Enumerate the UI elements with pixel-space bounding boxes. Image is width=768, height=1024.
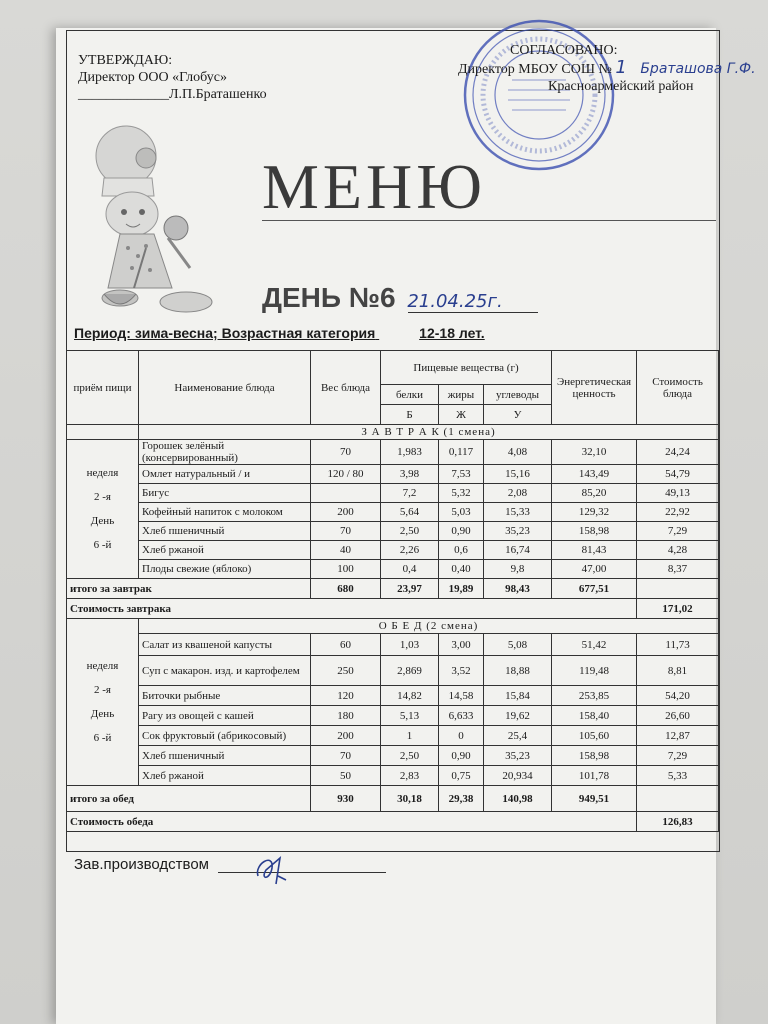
dish-name: Сок фруктовый (абрикосовый) — [139, 726, 311, 746]
dish-cost: 8,81 — [637, 656, 719, 686]
dish-fat: 0,40 — [439, 560, 484, 579]
dish-energy: 253,85 — [552, 686, 637, 706]
dish-fat: 5,32 — [439, 484, 484, 503]
dish-carbs: 15,16 — [484, 465, 552, 484]
header-carbs-abbr: У — [484, 405, 552, 425]
dish-carbs: 16,74 — [484, 541, 552, 560]
approval-title: УТВЕРЖДАЮ: — [78, 53, 173, 68]
dish-energy: 105,60 — [552, 726, 637, 746]
dish-carbs: 25,4 — [484, 726, 552, 746]
dish-name: Горошек зелёный (консервированный) — [139, 440, 311, 465]
dish-cost: 5,33 — [637, 766, 719, 786]
dish-fat: 0,90 — [439, 522, 484, 541]
breakfast-cost-label: Стоимость завтрака — [67, 599, 637, 619]
dish-weight: 120 / 80 — [311, 465, 381, 484]
dish-name: Биточки рыбные — [139, 686, 311, 706]
dish-name: Салат из квашеной капусты — [139, 634, 311, 656]
day-date: 21.04.25г. — [407, 291, 503, 312]
agreement-block — [458, 42, 756, 95]
dish-weight: 180 — [311, 706, 381, 726]
dish-carbs: 4,08 — [484, 440, 552, 465]
dish-name: Хлеб ржаной — [139, 766, 311, 786]
dish-weight: 200 — [311, 726, 381, 746]
breakfast-total-protein: 23,97 — [381, 579, 439, 599]
header-carbs: углеводы — [484, 385, 552, 405]
dish-protein: 2,26 — [381, 541, 439, 560]
age-category: 12-18 лет. — [419, 325, 485, 341]
agreement-signature: Браташова Г.Ф. — [640, 61, 756, 77]
approval-director: Директор ООО «Глобус» — [78, 70, 227, 85]
dish-fat: 0 — [439, 726, 484, 746]
header-protein-abbr: Б — [381, 405, 439, 425]
lunch-cost-value: 126,83 — [637, 812, 719, 832]
breakfast-total-carbs: 98,43 — [484, 579, 552, 599]
dish-fat: 3,00 — [439, 634, 484, 656]
breakfast-cost-value: 171,02 — [637, 599, 719, 619]
day-number: 6 -й — [93, 539, 112, 551]
breakfast-total-label: итого за завтрак — [67, 579, 311, 599]
dish-cost: 49,13 — [637, 484, 719, 503]
dish-protein: 2,83 — [381, 766, 439, 786]
dish-energy: 85,20 — [552, 484, 637, 503]
lunch-total-fat: 29,38 — [439, 786, 484, 812]
dish-protein: 3,98 — [381, 465, 439, 484]
dish-carbs: 5,08 — [484, 634, 552, 656]
dish-energy: 32,10 — [552, 440, 637, 465]
dish-name: Хлеб пшеничный — [139, 522, 311, 541]
dish-carbs: 35,23 — [484, 522, 552, 541]
dish-cost: 11,73 — [637, 634, 719, 656]
week-day-label — [67, 619, 139, 786]
day-label: ДЕНЬ №6 — [262, 282, 396, 313]
dish-carbs: 15,84 — [484, 686, 552, 706]
agreement-title: СОГЛАСОВАНО: — [510, 43, 618, 58]
dish-carbs: 15,33 — [484, 503, 552, 522]
agreement-district: Красноармейский район — [548, 79, 694, 94]
school-number: 1 — [615, 57, 627, 78]
lunch-title: О Б Е Д (2 смена) — [139, 619, 719, 634]
dish-name: Плоды свежие (яблоко) — [139, 560, 311, 579]
manager-signature-icon — [252, 846, 292, 888]
period-line — [74, 325, 485, 341]
dish-carbs: 35,23 — [484, 746, 552, 766]
dish-protein: 2,50 — [381, 746, 439, 766]
title-underline — [262, 220, 716, 221]
dish-weight: 70 — [311, 746, 381, 766]
header-fat-abbr: Ж — [439, 405, 484, 425]
dish-energy: 158,40 — [552, 706, 637, 726]
dish-fat: 0,75 — [439, 766, 484, 786]
dish-protein: 1,03 — [381, 634, 439, 656]
dish-fat: 0,6 — [439, 541, 484, 560]
dish-cost: 4,28 — [637, 541, 719, 560]
dish-energy: 119,48 — [552, 656, 637, 686]
breakfast-total-fat: 19,89 — [439, 579, 484, 599]
dish-weight: 200 — [311, 503, 381, 522]
dish-energy: 129,32 — [552, 503, 637, 522]
lunch-total-carbs: 140,98 — [484, 786, 552, 812]
day-number: 6 -й — [93, 732, 112, 744]
dish-weight: 70 — [311, 440, 381, 465]
dish-weight — [311, 484, 381, 503]
week-day-label — [67, 440, 139, 579]
lunch-total-weight: 930 — [311, 786, 381, 812]
dish-weight: 40 — [311, 541, 381, 560]
dish-protein: 0,4 — [381, 560, 439, 579]
dish-energy: 158,98 — [552, 746, 637, 766]
week-label: неделя — [86, 660, 119, 672]
dish-name: Бигус — [139, 484, 311, 503]
day-heading — [262, 282, 503, 314]
dish-carbs: 20,934 — [484, 766, 552, 786]
chef-kid-illustration-icon — [84, 118, 234, 318]
dish-energy: 51,42 — [552, 634, 637, 656]
dish-fat: 5,03 — [439, 503, 484, 522]
header-fat: жиры — [439, 385, 484, 405]
dish-weight: 250 — [311, 656, 381, 686]
dish-energy: 158,98 — [552, 522, 637, 541]
dish-cost: 26,60 — [637, 706, 719, 726]
lunch-total-protein: 30,18 — [381, 786, 439, 812]
dish-protein: 14,82 — [381, 686, 439, 706]
dish-weight: 50 — [311, 766, 381, 786]
dish-protein: 5,13 — [381, 706, 439, 726]
header-cost: Стоимость блюда — [637, 351, 719, 425]
day-underline — [408, 312, 538, 313]
dish-protein: 5,64 — [381, 503, 439, 522]
header-nutrients: Пищевые вещества (г) — [381, 351, 552, 385]
lunch-cost-label: Стоимость обеда — [67, 812, 637, 832]
dish-cost: 7,29 — [637, 522, 719, 541]
header-energy: Энергетическая ценность — [552, 351, 637, 425]
dish-protein: 1,983 — [381, 440, 439, 465]
header-protein: белки — [381, 385, 439, 405]
menu-table — [66, 350, 719, 832]
dish-fat: 7,53 — [439, 465, 484, 484]
dish-protein: 2,869 — [381, 656, 439, 686]
dish-weight: 100 — [311, 560, 381, 579]
dish-energy: 143,49 — [552, 465, 637, 484]
dish-cost: 24,24 — [637, 440, 719, 465]
dish-name: Кофейный напиток с молоком — [139, 503, 311, 522]
dish-energy: 101,78 — [552, 766, 637, 786]
dish-fat: 6,633 — [439, 706, 484, 726]
footer-label: Зав.производством — [74, 856, 209, 873]
approval-signature-line: _____________Л.П.Браташенко — [78, 87, 267, 102]
dish-name: Омлет натуральный / и — [139, 465, 311, 484]
dish-fat: 0,117 — [439, 440, 484, 465]
agreement-director — [458, 59, 756, 78]
dish-weight: 60 — [311, 634, 381, 656]
dish-cost: 8,37 — [637, 560, 719, 579]
day-word: День — [90, 708, 115, 720]
breakfast-total-energy: 677,51 — [552, 579, 637, 599]
dish-carbs: 9,8 — [484, 560, 552, 579]
dish-weight: 70 — [311, 522, 381, 541]
approval-block — [78, 52, 267, 103]
lunch-total-label: итого за обед — [67, 786, 311, 812]
page-title: МЕНЮ — [262, 151, 486, 222]
dish-carbs: 2,08 — [484, 484, 552, 503]
dish-protein: 1 — [381, 726, 439, 746]
dish-name: Рагу из овощей с кашей — [139, 706, 311, 726]
agreement-director-text: Директор МБОУ СОШ № — [458, 62, 612, 77]
dish-cost: 7,29 — [637, 746, 719, 766]
dish-cost: 12,87 — [637, 726, 719, 746]
header-meal: приём пищи — [67, 351, 139, 425]
dish-carbs: 18,88 — [484, 656, 552, 686]
period-text: Период: зима-весна; Возрастная категория — [74, 325, 376, 341]
dish-protein: 2,50 — [381, 522, 439, 541]
dish-name: Хлеб ржаной — [139, 541, 311, 560]
breakfast-total-weight: 680 — [311, 579, 381, 599]
dish-name: Хлеб пшеничный — [139, 746, 311, 766]
dish-fat: 3,52 — [439, 656, 484, 686]
week-number: 2 -я — [94, 684, 111, 696]
dish-fat: 14,58 — [439, 686, 484, 706]
dish-energy: 47,00 — [552, 560, 637, 579]
dish-weight: 120 — [311, 686, 381, 706]
dish-fat: 0,90 — [439, 746, 484, 766]
week-number: 2 -я — [94, 491, 111, 503]
header-weight: Вес блюда — [311, 351, 381, 425]
dish-cost: 54,79 — [637, 465, 719, 484]
dish-carbs: 19,62 — [484, 706, 552, 726]
lunch-total-energy: 949,51 — [552, 786, 637, 812]
breakfast-title: З А В Т Р А К (1 смена) — [139, 425, 719, 440]
dish-name: Суп с макарон. изд. и картофелем — [139, 656, 311, 686]
week-label: неделя — [86, 467, 119, 479]
header-name: Наименование блюда — [139, 351, 311, 425]
footer-signature-line — [218, 872, 386, 873]
day-word: День — [90, 515, 115, 527]
dish-cost: 22,92 — [637, 503, 719, 522]
dish-energy: 81,43 — [552, 541, 637, 560]
dish-cost: 54,20 — [637, 686, 719, 706]
dish-protein: 7,2 — [381, 484, 439, 503]
